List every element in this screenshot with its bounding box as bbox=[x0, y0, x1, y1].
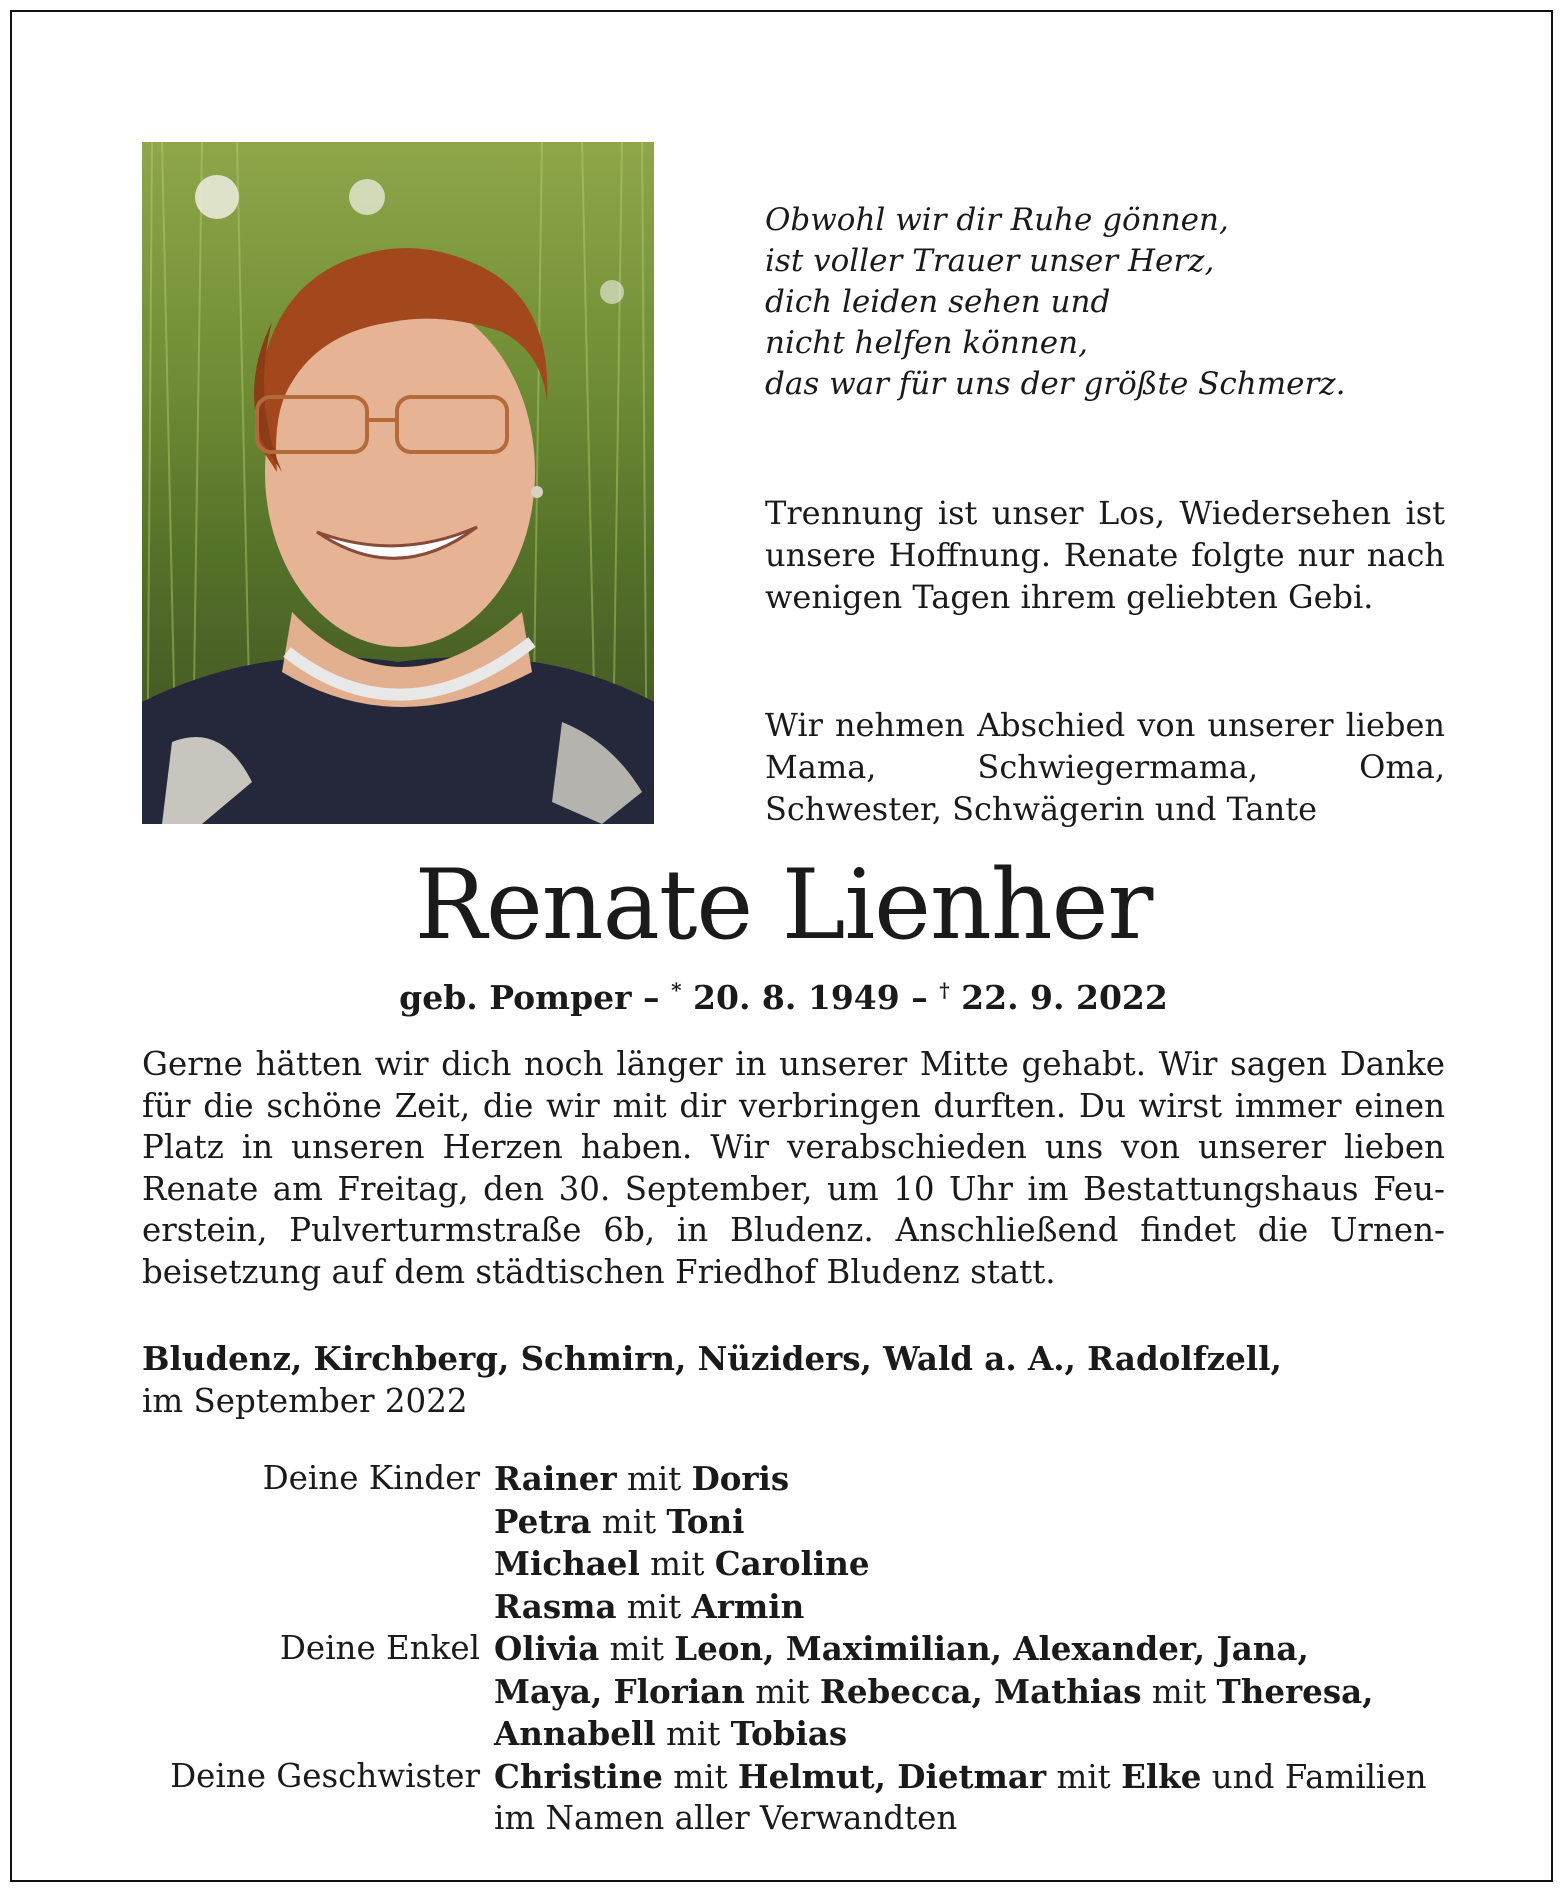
closing-line: im Namen aller Verwandten bbox=[494, 1799, 958, 1837]
grandchildren-row bbox=[142, 1671, 1492, 1714]
siblings-label: Deine Geschwister bbox=[170, 1756, 480, 1795]
places-block bbox=[142, 1338, 1445, 1422]
farewell-paragraph: Wir nehmen Abschied von unserer lieben Mama, Schwiegermama, Oma, Schwester, Schwägerin und Tante bbox=[765, 706, 1445, 828]
obituary-frame bbox=[10, 10, 1553, 1882]
list-item: Petra mit Toni bbox=[494, 1501, 745, 1541]
body-line: Platz in unseren Herzen haben. Wir verabschieden uns von unserer lieben bbox=[142, 1128, 1445, 1166]
body-line: erstein, Pulverturmstraße 6b, in Bludenz. Anschließend findet die Urnen- bbox=[142, 1211, 1445, 1249]
list-item: Olivia mit Leon, Maximilian, Alexander, Jana, bbox=[494, 1629, 1309, 1668]
list-item: Maya, Florian mit Rebecca, Mathias mit Theresa, bbox=[494, 1671, 1374, 1711]
body-line: Renate am Freitag, den 30. September, um 10 Uhr im Bestattungshaus Feu- bbox=[142, 1169, 1445, 1208]
list-item: Rasma mit Armin bbox=[494, 1586, 805, 1626]
intro-paragraph: Trennung ist unser Los, Wiedersehen ist unsere Hoffnung. Renate folgte nur nach wenigen Tagen ihrem geliebten Gebi. bbox=[765, 494, 1445, 616]
portrait-photo bbox=[142, 142, 654, 824]
life-dates bbox=[12, 970, 1555, 1018]
list-item: Michael mit Caroline bbox=[494, 1544, 870, 1583]
siblings-row bbox=[142, 1756, 1492, 1799]
grandchildren-label: Deine Enkel bbox=[279, 1629, 480, 1667]
body-line: beisetzung auf dem städtischen Friedhof Bludenz statt. bbox=[142, 1252, 1056, 1291]
maiden-name: geb. Pomper – bbox=[399, 978, 660, 1017]
places-list: Bludenz, Kirchberg, Schmirn, Nüziders, Wald a. A., Radolfzell, bbox=[142, 1339, 1282, 1378]
poem-line: nicht helfen können, bbox=[765, 325, 1088, 361]
grandchildren-row bbox=[142, 1713, 1492, 1756]
list-item: Annabell mit Tobias bbox=[494, 1714, 848, 1753]
children-row bbox=[142, 1543, 1492, 1586]
body-line: Gerne hätten wir dich noch länger in unserer Mitte gehabt. Wir sagen Danke bbox=[142, 1045, 1445, 1083]
list-item: Rainer mit Doris bbox=[494, 1459, 790, 1498]
portrait-photo-icon bbox=[142, 142, 654, 824]
children-row bbox=[142, 1458, 1492, 1501]
died-symbol: † bbox=[939, 978, 950, 1002]
poem-line: Obwohl wir dir Ruhe gönnen, bbox=[765, 202, 1229, 238]
poem-line: das war für uns der größte Schmerz. bbox=[765, 366, 1346, 402]
date-line: im September 2022 bbox=[142, 1382, 468, 1420]
children-row bbox=[142, 1501, 1492, 1544]
list-item: Christine mit Helmut, Dietmar mit Elke und Familien bbox=[494, 1756, 1427, 1796]
children-row bbox=[142, 1586, 1492, 1629]
poem-line: ist voller Trauer unser Herz, bbox=[765, 243, 1215, 279]
body-line: für die schöne Zeit, die wir mit dir verbringen durften. Du wirst immer einen bbox=[142, 1086, 1445, 1125]
poem bbox=[765, 200, 1445, 405]
poem-line: dich leiden sehen und bbox=[765, 284, 1111, 320]
family-list bbox=[142, 1458, 1492, 1840]
born-symbol: * bbox=[671, 978, 682, 1002]
deceased-name: Renate Lienher bbox=[414, 849, 1153, 961]
grandchildren-row bbox=[142, 1628, 1492, 1671]
death-date: 22. 9. 2022 bbox=[949, 978, 1168, 1017]
birth-date: 20. 8. 1949 – bbox=[681, 978, 928, 1017]
body-paragraph bbox=[142, 1044, 1445, 1293]
closing-row bbox=[142, 1798, 1492, 1840]
children-label: Deine Kinder bbox=[262, 1459, 480, 1497]
